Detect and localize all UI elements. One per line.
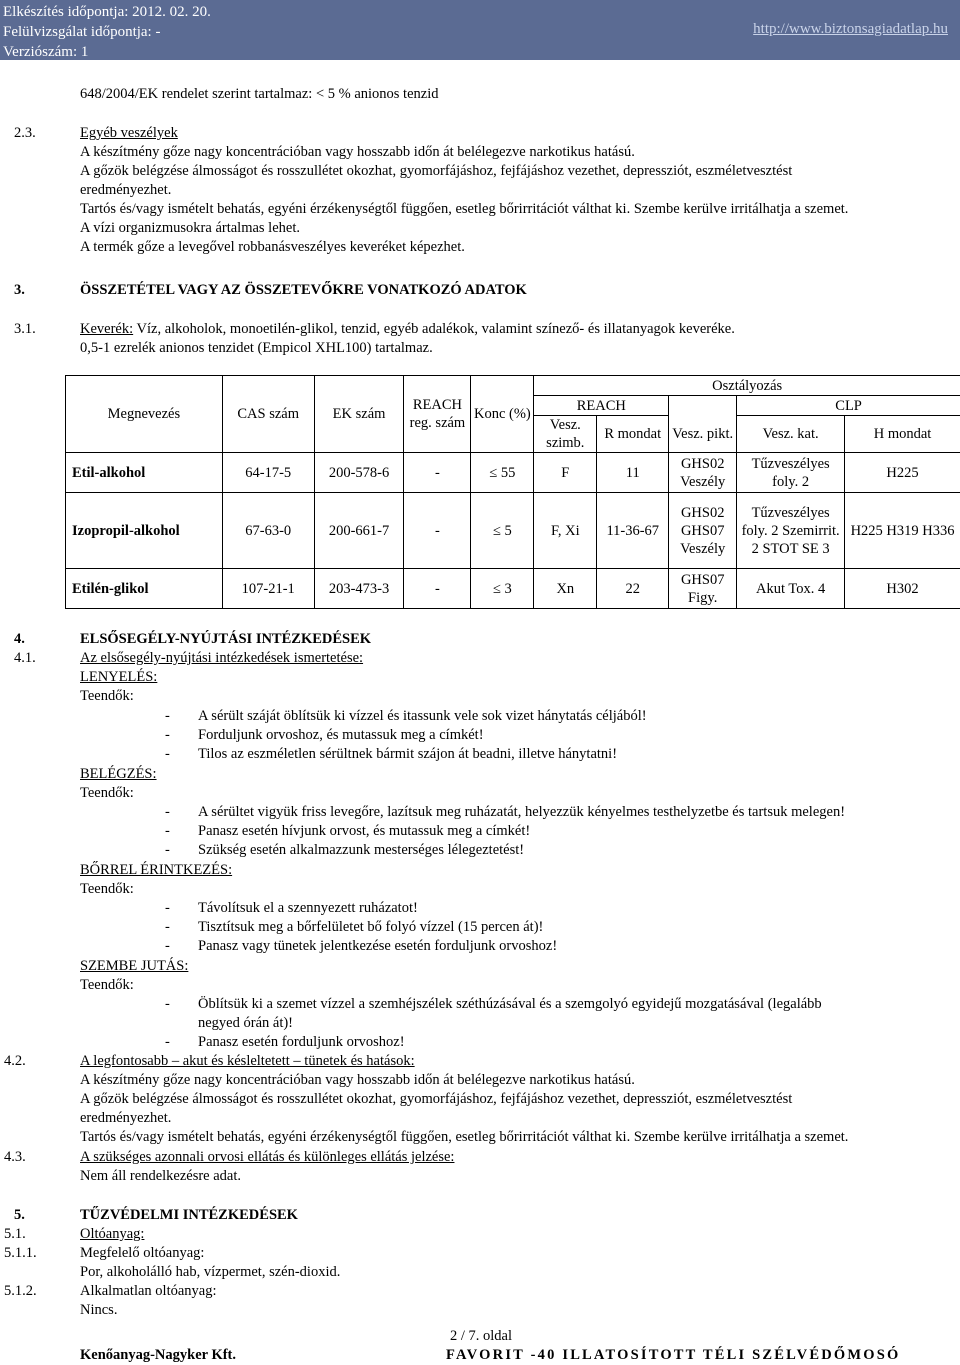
section-4-3-title: A szükséges azonnali orvosi ellátás és különleges ellátás jelzése:: [80, 1148, 454, 1167]
list-item: A sérült száját öblítsük ki vízzel és itassunk vele sok vizet hánytatás céljából!: [198, 707, 647, 726]
hazard-category: Akut Tox. 4: [737, 569, 845, 609]
dash: -: [165, 995, 170, 1014]
hazard-category: Tűzveszélyes foly. 2 Szemirrit. 2 STOT SE 3: [737, 493, 845, 569]
product-name: FAVORIT -40 ILLATOSÍTOTT TÉLI SZÉLVÉDŐMOSÓ: [446, 1346, 900, 1365]
list-item: Tilos az eszméletlen sérültnek bármit szájon át beadni, illetve hánytatni!: [198, 745, 617, 764]
pictogram: GHS02 GHS07 Veszély: [669, 493, 737, 569]
eye-contact-heading: SZEMBE JUTÁS:: [80, 957, 188, 976]
dash: -: [165, 745, 170, 764]
dash: -: [165, 937, 170, 956]
s23-line: A gőzök belégzése álmosságot és rosszullétet okozhat, gyomorfájáshoz, fejfájáshoz vezethet, depressziót, eszméletvesztést: [80, 162, 792, 181]
s42-line: Tartós és/vagy ismételt behatás, egyéni érzékenységtől függően, esetleg bőrirritációt válthat ki. Szembe kerülve irritálhatja a szemet.: [80, 1128, 848, 1147]
table-row: [66, 453, 960, 493]
cas-number: 67-63-0: [222, 493, 314, 569]
table-row: [66, 493, 960, 569]
s23-line: A vízi organizmusokra ártalmas lehet.: [80, 219, 300, 238]
col-header-konc: Konc (%): [471, 376, 534, 453]
table-row: [66, 569, 960, 609]
section-4-1-number: 4.1.: [14, 649, 36, 668]
section-5-1-2-title: Alkalmatlan oltóanyag:: [80, 1282, 217, 1301]
todo-label: Teendők:: [80, 687, 134, 706]
list-item: Szükség esetén alkalmazzunk mesterséges lélegeztetést!: [198, 841, 524, 860]
s43-text: Nem áll rendelkezésre adat.: [80, 1167, 241, 1186]
inhalation-heading: BELÉGZÉS:: [80, 765, 157, 784]
list-item: Forduljunk orvoshoz, és mutassuk meg a címkét!: [198, 726, 484, 745]
r-phrase: 22: [597, 569, 669, 609]
section-5-1-2-text: Nincs.: [80, 1301, 117, 1320]
section-2-3-number: 2.3.: [14, 124, 36, 143]
substance-name: Etilén-glikol: [66, 569, 223, 609]
s23-line: eredményezhet.: [80, 181, 171, 200]
composition-table: [65, 375, 960, 609]
substance-name: Izopropil-alkohol: [66, 493, 223, 569]
section-5-1-1-number: 5.1.1.: [4, 1244, 37, 1263]
section-4-number: 4.: [14, 630, 25, 649]
document-header: [0, 0, 960, 60]
h-phrase: H225 H319 H336: [845, 493, 960, 569]
dash: -: [165, 726, 170, 745]
col-header-ek: EK szám: [314, 376, 404, 453]
section-3-1-number: 3.1.: [14, 320, 36, 339]
ek-number: 203-473-3: [314, 569, 404, 609]
mixture-description: [80, 320, 735, 339]
list-item: Tisztítsuk meg a bőrfelületet bő folyó vízzel (15 percen át)!: [198, 918, 543, 937]
created-date: Elkészítés időpontja: 2012. 02. 20.: [3, 2, 211, 22]
col-header-classification: Osztályozás: [534, 376, 960, 396]
substance-name: Etil-alkohol: [66, 453, 223, 493]
list-item: Panasz esetén forduljunk orvoshoz!: [198, 1033, 405, 1052]
s23-line: A készítmény gőze nagy koncentrációban vagy hosszabb időn át belélegezve narkotikus hatású.: [80, 143, 635, 162]
col-header-category: Vesz. kat.: [737, 416, 845, 453]
cas-number: 107-21-1: [222, 569, 314, 609]
col-header-reach-group: REACH: [534, 396, 669, 416]
reach-number: -: [404, 453, 471, 493]
version-number: Verziószám: 1: [3, 42, 211, 62]
col-header-r-phrase: R mondat: [597, 416, 669, 453]
dash: -: [165, 822, 170, 841]
concentration: ≤ 3: [471, 569, 534, 609]
section-5-1-1-text: Por, alkoholálló hab, vízpermet, szén-dioxid.: [80, 1263, 340, 1282]
empty-cell: [669, 396, 737, 416]
reach-number: -: [404, 569, 471, 609]
hazard-symbol: Xn: [534, 569, 597, 609]
hazard-symbol: F: [534, 453, 597, 493]
dash: -: [165, 899, 170, 918]
list-item: Öblítsük ki a szemet vízzel a szemhéjszélek széthúzásával és a szemgolyó egyidejű mozgatásával (legalább: [198, 995, 822, 1014]
hazard-category: Tűzveszélyes foly. 2: [737, 453, 845, 493]
h-phrase: H302: [845, 569, 960, 609]
s42-line: A készítmény gőze nagy koncentrációban vagy hosszabb időn át belélegezve narkotikus hatású.: [80, 1071, 635, 1090]
s23-line: A termék gőze a levegővel robbanásveszélyes keveréket képezhet.: [80, 238, 465, 257]
col-header-reach: REACH reg. szám: [404, 376, 471, 453]
section-4-title: ELSŐSEGÉLY-NYÚJTÁSI INTÉZKEDÉSEK: [80, 630, 371, 649]
r-phrase: 11: [597, 453, 669, 493]
concentration: ≤ 5: [471, 493, 534, 569]
company-name: Kenőanyag-Nagyker Kft.: [80, 1346, 236, 1365]
todo-label: Teendők:: [80, 880, 134, 899]
dash: -: [165, 1033, 170, 1052]
tenzid-content: 0,5-1 ezrelék anionos tenzidet (Empicol XHL100) tartalmaz.: [80, 339, 433, 358]
list-item: Távolítsuk el a szennyezett ruházatot!: [198, 899, 418, 918]
col-header-h-phrase: H mondat: [845, 416, 960, 453]
section-3-title: ÖSSZETÉTEL VAGY AZ ÖSSZETEVŐKRE VONATKOZÓ ADATOK: [80, 281, 527, 300]
header-meta: [3, 2, 211, 62]
mixture-label: Keverék:: [80, 321, 133, 337]
dash: -: [165, 803, 170, 822]
detergent-note: 648/2004/EK rendelet szerint tartalmaz: < 5 % anionos tenzid: [80, 85, 439, 104]
hazard-symbol: F, Xi: [534, 493, 597, 569]
website-link[interactable]: http://www.biztonsagiadatlap.hu: [753, 20, 948, 39]
pictogram: GHS02 Veszély: [669, 453, 737, 493]
col-header-pictogram: Vesz. pikt.: [669, 416, 737, 453]
list-item: Panasz vagy tünetek jelentkezése esetén forduljunk orvoshoz!: [198, 937, 557, 956]
concentration: ≤ 55: [471, 453, 534, 493]
section-4-2-number: 4.2.: [4, 1052, 26, 1071]
ek-number: 200-578-6: [314, 453, 404, 493]
section-4-3-number: 4.3.: [4, 1148, 26, 1167]
page-number: 2 / 7. oldal: [450, 1327, 512, 1346]
dash: -: [165, 841, 170, 860]
ingestion-heading: LENYELÉS:: [80, 668, 157, 687]
col-header-clp: CLP: [737, 396, 960, 416]
list-item-continued: negyed órán át)!: [198, 1014, 293, 1033]
col-header-cas: CAS szám: [222, 376, 314, 453]
section-5-title: TŰZVÉDELMI INTÉZKEDÉSEK: [80, 1206, 298, 1225]
section-5-1-number: 5.1.: [4, 1225, 26, 1244]
s42-line: eredményezhet.: [80, 1109, 171, 1128]
section-4-2-title: A legfontosabb – akut és késleltetett – tünetek és hatások:: [80, 1052, 415, 1071]
s23-line: Tartós és/vagy ismételt behatás, egyéni érzékenységtől függően, esetleg bőrirritációt válthat ki. Szembe kerülve irritálhatja a szemet.: [80, 200, 848, 219]
col-header-name: Megnevezés: [66, 376, 223, 453]
s42-line: A gőzök belégzése álmosságot és rosszullétet okozhat, gyomorfájáshoz, fejfájáshoz vezethet, depressziót, eszméletvesztést: [80, 1090, 792, 1109]
list-item: A sérültet vigyük friss levegőre, lazítsuk meg ruházatát, helyezzük kényelmes testhelyzetbe és tartsuk melegen!: [198, 803, 845, 822]
pictogram: GHS07 Figy.: [669, 569, 737, 609]
mixture-text: Víz, alkoholok, monoetilén-glikol, tenzid, egyéb adalékok, valamint színező- és illatanyagok keveréke.: [133, 321, 735, 337]
section-2-3-title: Egyéb veszélyek: [80, 124, 178, 143]
r-phrase: 11-36-67: [597, 493, 669, 569]
h-phrase: H225: [845, 453, 960, 493]
todo-label: Teendők:: [80, 976, 134, 995]
section-4-1-title: Az elsősegély-nyújtási intézkedések ismertetése:: [80, 649, 363, 668]
section-5-1-title: Oltóanyag:: [80, 1225, 144, 1244]
list-item: Panasz esetén hívjunk orvost, és mutassuk meg a címkét!: [198, 822, 530, 841]
ek-number: 200-661-7: [314, 493, 404, 569]
section-3-number: 3.: [14, 281, 25, 300]
section-5-1-1-title: Megfelelő oltóanyag:: [80, 1244, 204, 1263]
todo-label: Teendők:: [80, 784, 134, 803]
section-5-number: 5.: [14, 1206, 25, 1225]
section-5-1-2-number: 5.1.2.: [4, 1282, 37, 1301]
cas-number: 64-17-5: [222, 453, 314, 493]
revision-date: Felülvizsgálat időpontja: -: [3, 22, 211, 42]
dash: -: [165, 707, 170, 726]
reach-number: -: [404, 493, 471, 569]
col-header-symbol: Vesz. szimb.: [534, 416, 597, 453]
skin-contact-heading: BŐRREL ÉRINTKEZÉS:: [80, 861, 232, 880]
dash: -: [165, 918, 170, 937]
